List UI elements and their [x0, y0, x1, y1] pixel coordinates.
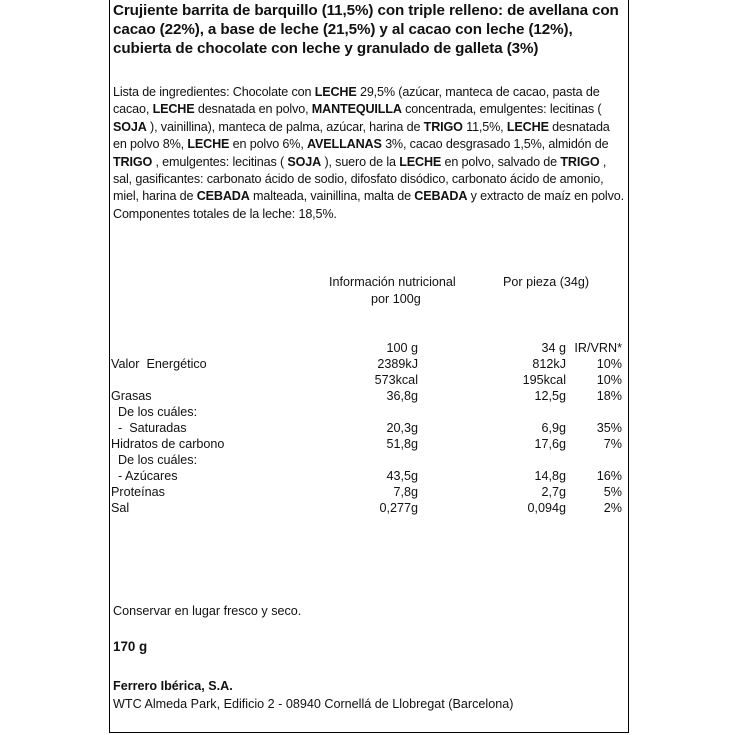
- value-per-piece: 6,9g: [541, 421, 566, 435]
- nutrient-label: De los cuáles:: [111, 453, 198, 467]
- ingredient-text: desnatada en polvo 8%,: [113, 119, 610, 152]
- ingredient-text: , sal, gasificantes: carbonato ácido de sodio, difosfato disódico, carbonato ácido de amonio, miel, harina de: [113, 154, 607, 204]
- allergen-text: LECHE: [314, 85, 357, 99]
- value-per-100g: 51,8g: [386, 437, 418, 451]
- reference-intake: IR/VRN*: [574, 341, 622, 355]
- nutrient-label: - Azúcares: [111, 469, 178, 483]
- reference-intake: 16%: [596, 469, 622, 483]
- ingredients-list: [113, 84, 625, 223]
- reference-intake: 10%: [596, 357, 622, 371]
- label-sheet: [109, 0, 629, 733]
- value-per-100g: 2389kJ: [377, 357, 418, 371]
- value-per-piece: 12,5g: [534, 389, 566, 403]
- ingredient-text: , emulgentes: lecitinas (: [152, 154, 288, 169]
- nutrition-header-line: por 100g: [371, 292, 421, 307]
- ingredient-text: ), suero de la: [321, 154, 400, 169]
- reference-intake: 10%: [596, 373, 622, 387]
- reference-intake: 5%: [603, 485, 622, 499]
- allergen-text: LECHE: [187, 137, 230, 152]
- value-per-100g: 573kcal: [374, 373, 418, 387]
- nutrient-label: De los cuáles:: [111, 405, 198, 419]
- nutrient-label: Grasas: [111, 389, 152, 403]
- nutrition-row: [110, 436, 630, 452]
- ingredient-text: malteada, vainillina, malta de: [249, 189, 415, 204]
- nutrition-row: [110, 388, 630, 404]
- ingredient-text: en polvo 6%,: [229, 137, 308, 152]
- nutrient-label: Proteínas: [111, 485, 165, 499]
- nutrition-row: [110, 468, 630, 484]
- allergen-text: AVELLANAS: [307, 137, 382, 152]
- nutrient-label: Hidratos de carbono: [111, 437, 225, 451]
- nutrition-row: [110, 372, 630, 388]
- nutrition-row: [110, 420, 630, 436]
- allergen-text: LECHE: [152, 102, 195, 117]
- reference-intake: 7%: [603, 437, 622, 451]
- nutrition-header-line: Información nutricional: [329, 275, 456, 289]
- company-name: Ferrero Ibérica, S.A.: [113, 679, 233, 693]
- nutrition-row: [110, 484, 630, 500]
- allergen-text: TRIGO: [113, 154, 153, 169]
- value-per-piece: 14,8g: [534, 469, 566, 483]
- value-per-piece: 0,094g: [527, 501, 566, 515]
- allergen-text: TRIGO: [560, 154, 600, 169]
- nutrient-label: - Saturadas: [111, 421, 187, 435]
- ingredient-text: concentrada, emulgentes: lecitinas (: [401, 102, 602, 117]
- value-per-100g: 20,3g: [386, 421, 418, 435]
- nutrition-row: [110, 404, 630, 420]
- nutrient-label: Sal: [111, 501, 130, 515]
- nutrition-row: [110, 340, 630, 356]
- storage-note: Conservar en lugar fresco y seco.: [113, 604, 302, 618]
- value-per-100g: 100 g: [386, 341, 418, 355]
- ingredient-text: 3%, cacao desgrasado 1,5%, almidón de: [381, 137, 609, 152]
- value-per-piece: 34 g: [541, 341, 566, 355]
- nutrition-header-per-100g: [329, 274, 456, 309]
- value-per-piece: 17,6g: [534, 437, 566, 451]
- reference-intake: 18%: [596, 389, 622, 403]
- allergen-text: LECHE: [506, 119, 549, 134]
- value-per-piece: 195kcal: [522, 373, 566, 387]
- nutrition-row: [110, 452, 630, 468]
- net-weight: 170 g: [113, 639, 148, 654]
- value-per-100g: 7,8g: [393, 485, 418, 499]
- reference-intake: 2%: [603, 501, 622, 515]
- allergen-text: CEBADA: [414, 189, 468, 204]
- ingredient-text: desnatada en polvo,: [194, 102, 312, 117]
- nutrient-label: Valor Energético: [111, 357, 207, 371]
- allergen-text: SOJA: [113, 119, 147, 134]
- value-per-100g: 0,277g: [379, 501, 418, 515]
- company-address: WTC Almeda Park, Edificio 2 - 08940 Cornellá de Llobregat (Barcelona): [113, 697, 514, 711]
- reference-intake: 35%: [596, 421, 622, 435]
- allergen-text: CEBADA: [196, 189, 250, 204]
- ingredient-text: en polvo, salvado de: [441, 154, 561, 169]
- value-per-piece: 812kJ: [532, 357, 566, 371]
- allergen-text: TRIGO: [423, 119, 463, 134]
- nutrition-row: [110, 500, 630, 516]
- nutrition-row: [110, 356, 630, 372]
- ingredient-text: Lista de ingredientes: Chocolate con: [113, 85, 315, 99]
- nutrition-header-per-piece: Por pieza (34g): [503, 275, 590, 289]
- value-per-100g: 36,8g: [386, 389, 418, 403]
- ingredient-text: 11,5%,: [462, 119, 507, 134]
- ingredient-text: 29,5% (azúcar, manteca de cacao, pasta de cacao,: [113, 85, 600, 117]
- allergen-text: SOJA: [287, 154, 322, 169]
- value-per-100g: 43,5g: [386, 469, 418, 483]
- allergen-text: MANTEQUILLA: [311, 102, 402, 117]
- value-per-piece: 2,7g: [541, 485, 566, 499]
- allergen-text: LECHE: [399, 154, 442, 169]
- product-title: Crujiente barrita de barquillo (11,5%) con triple relleno: de avellana con cacao (22%), a base de leche (21,5%) y al cacao con leche (12%), cubierta de chocolate con leche y granulado de galleta (3%): [113, 2, 619, 58]
- ingredient-text: y extracto de maíz en polvo. Componentes totales de la leche: 18,5%.: [113, 189, 624, 221]
- ingredient-text: ), vainillina), manteca de palma, azúcar, harina de: [146, 119, 424, 134]
